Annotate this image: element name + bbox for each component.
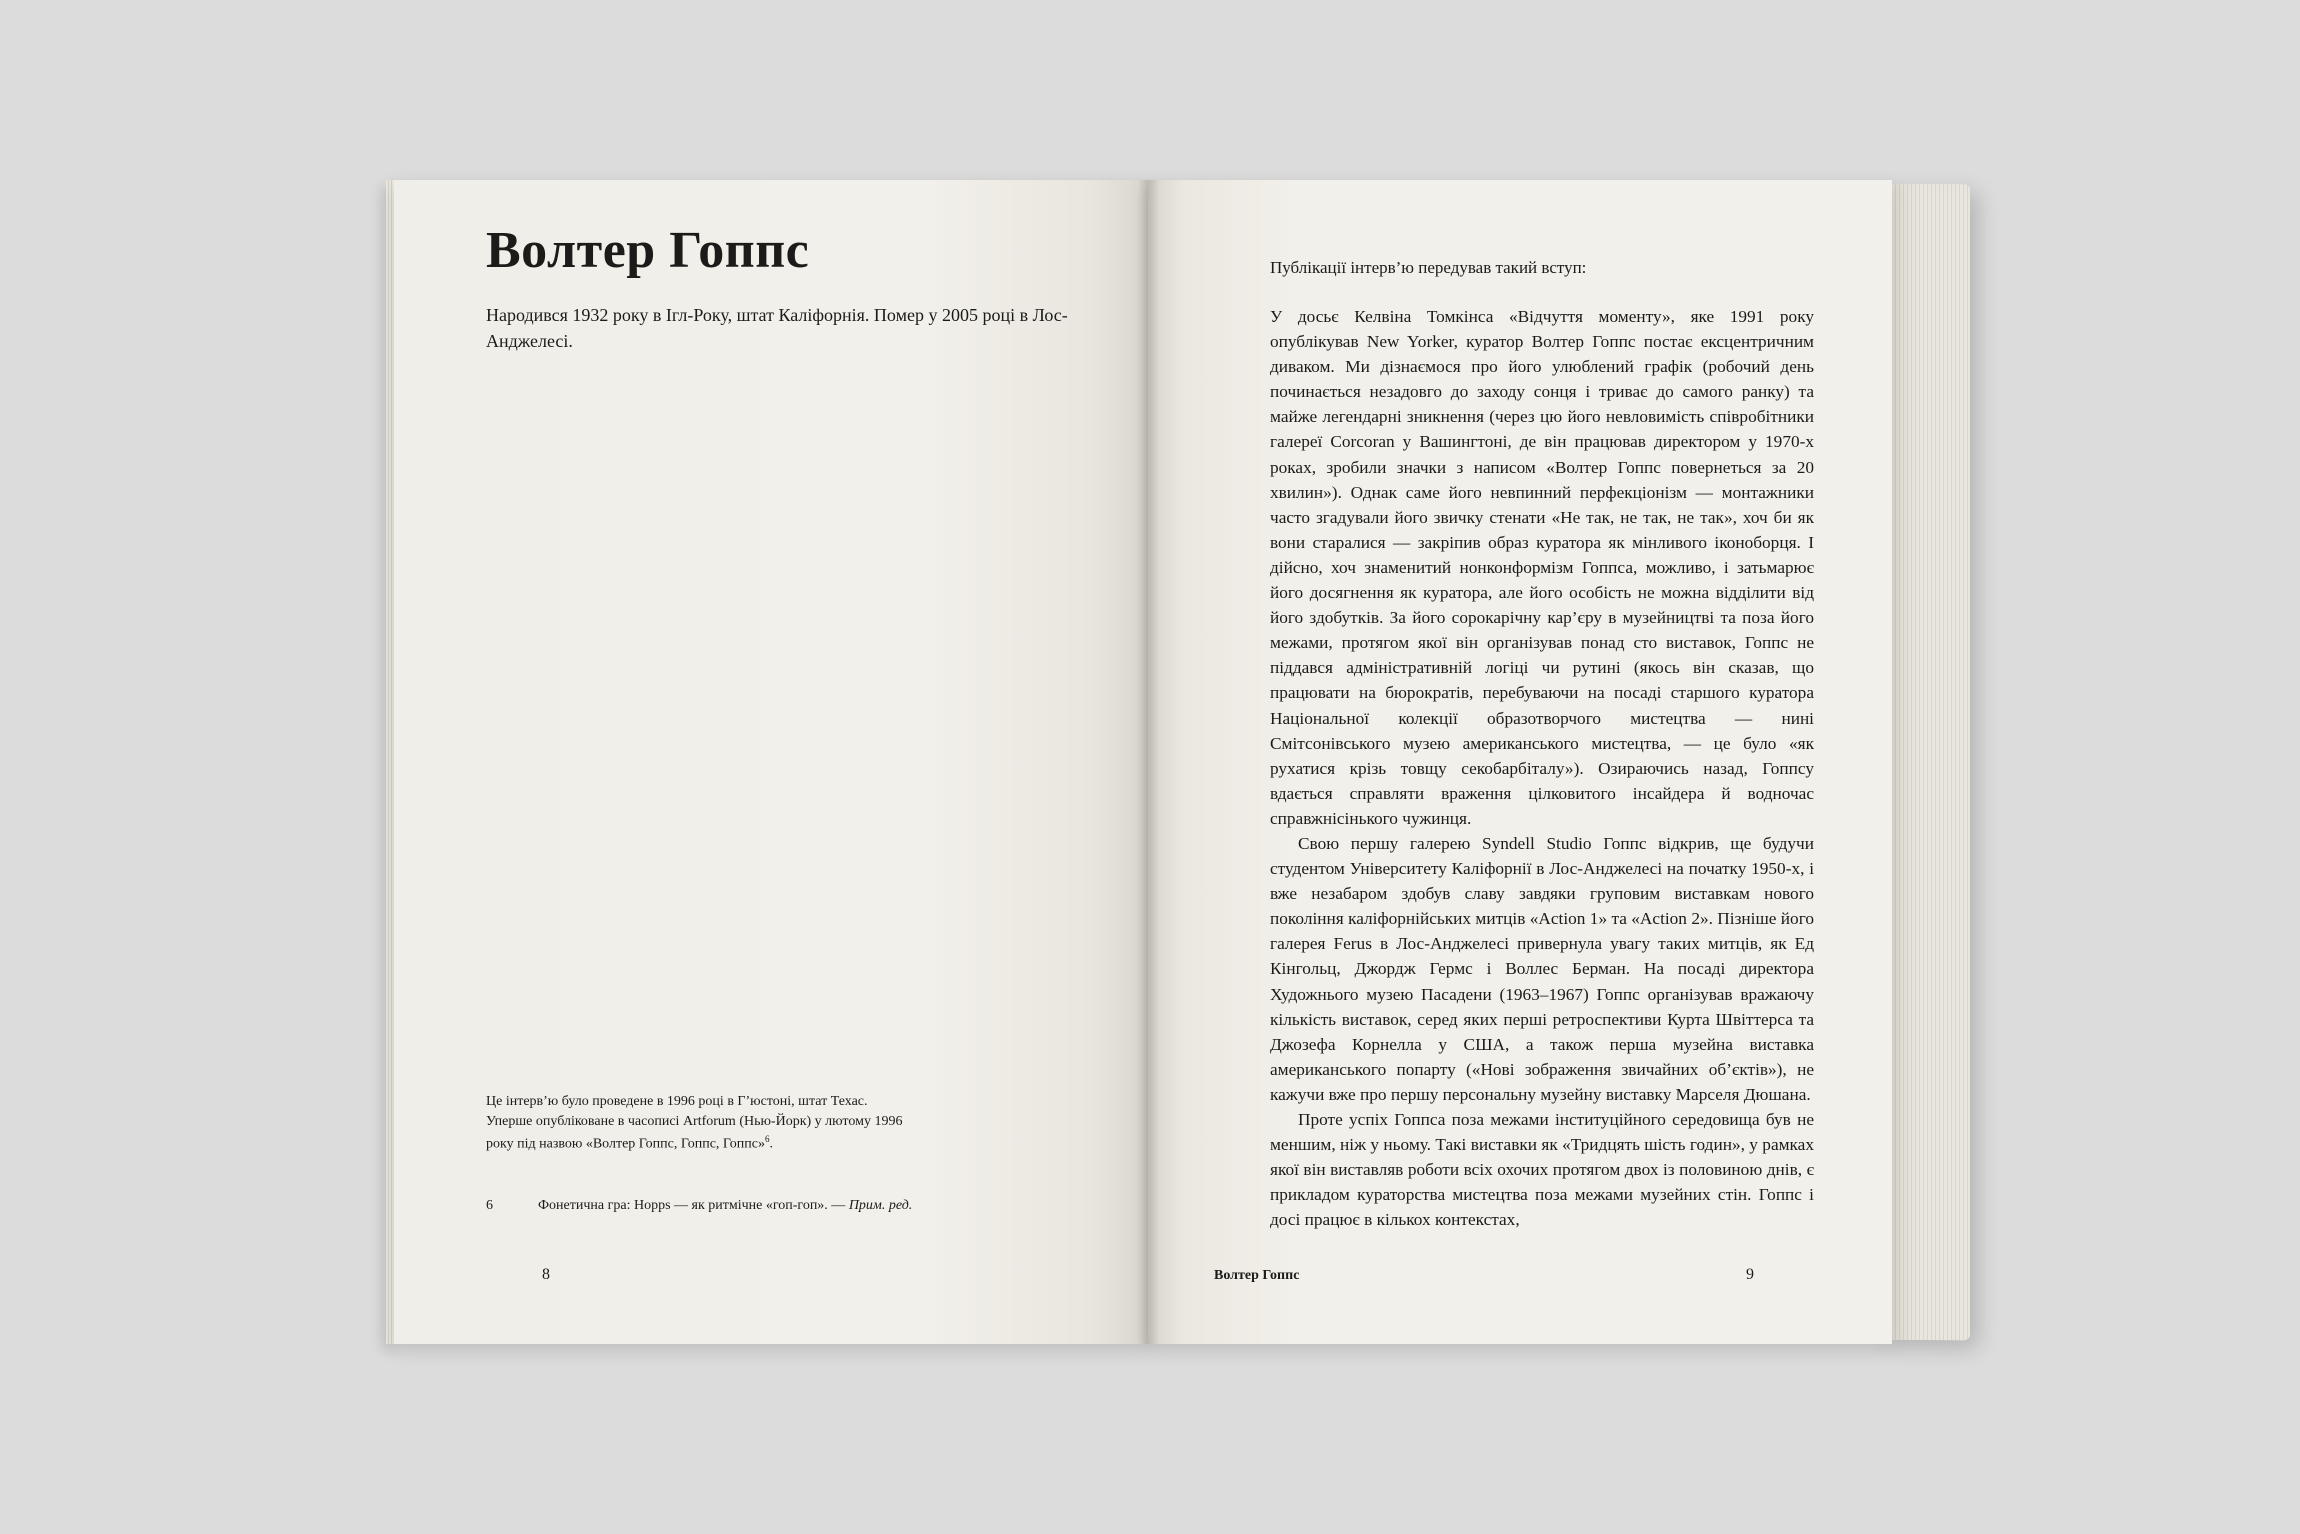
paragraph-2: Свою першу галерею Syndell Studio Гоппс відкрив, ще будучи студентом Університету Каліфорнії в Лос-Анджелесі на початку 1950-х, і вже незабаром здобув славу завдяки груповим виставкам нового покоління каліфорнійських митців «Action 1» та «Action 2». Пізніше його галерея Ferus в Лос-Анджелесі привернула увагу таких митців, як Ед Кінгольц, Джордж Гермс і Воллес Берман. На посаді директора Художнього музею Пасадени (1963–1967) Гоппс організував вражаючу кількість виставок, серед яких перші ретроспективи Курта Швіттерса та Джозефа Корнелла у США, а також перша музейна виставка американського попарту («Нові зображення звичайних об’єктів»), не кажучи вже про першу персональну музейну виставку Марселя Дюшана. xyxy=(1270,833,1814,1104)
intro-lead: Публікації інтерв’ю передував такий вступ: xyxy=(1270,258,1587,277)
right-page-edges xyxy=(1880,184,1970,1340)
page-number-left: 8 xyxy=(542,1266,550,1283)
paragraph-3: Проте успіх Гоппса поза межами інституційного середовища був не меншим, ніж у ньому. Такі виставки як «Тридцять шість годин», у рамках якої він виставляв роботи всіх охочих протягом двох із половиною днів, є прикладом кураторства мистецтва поза межами музейних стін. Гоппс і досі працює в кількох контекстах, xyxy=(1270,1110,1814,1230)
book-gutter xyxy=(1138,180,1160,1344)
interview-note-end: . xyxy=(769,1136,773,1152)
footnote-reference: 6 xyxy=(764,1133,770,1144)
footnote-number: 6 xyxy=(486,1198,493,1213)
footnote-editor-note: Прим. ред. xyxy=(848,1198,913,1213)
body-text xyxy=(1270,304,1814,1232)
page-number-right: 9 xyxy=(1746,1266,1754,1283)
footnote xyxy=(486,1198,912,1214)
left-page xyxy=(394,180,1150,1344)
chapter-title: Волтер Гоппс xyxy=(486,222,810,279)
paragraph-1: У досьє Келвіна Томкінса «Відчуття моменту», яке 1991 року опублікував New Yorker, куратор Волтер Гоппс постає ексцентричним диваком. Ми дізнаємося про його улюблений графік (робочий день починається незадовго до заходу сонця і триває до самого ранку) та майже легендарні зникнення (через цю його невловимість співробітники галереї Corcoran у Вашингтоні, де він працював директором у 1970-х роках, зробили значки з написом «Волтер Гоппс повернеться за 20 хвилин»). Однак саме його невпинний перфекціонізм — монтажники часто згадували його звичку стенати «Не так, не так, не так», хоч би як вони старалися — закріпив образ куратора як мінливого іконоборця. І дійсно, хоч знаменитий нонконформізм Гоппса, можливо, і затьмарює його досягнення як куратора, але його особість не можна відділити від його здобутків. За його сорокарічну кар’єру в музейництві та поза його межами, протягом якої він організував понад сто виставок, Гоппс не піддався адміністративній логіці чи рутині (якось він сказав, що працювати на бюрократів, перебуваючи на посаді старшого куратора Національної колекції образотворчого мистецтва — нині Смітсонівського музею американського мистецтва, — це було «як рухатися крізь товщу секобарбіталу»). Озираючись назад, Гоппсу вдається справляти враження цілковитого інсайдера й водночас справжнісінького чужинця. xyxy=(1270,307,1814,828)
footnote-text: Фонетична гра: Hopps — як ритмічне «гоп-гоп». — xyxy=(538,1198,849,1213)
interview-note-text: Це інтерв’ю було проведене в 1996 році в Г’юстоні, штат Техас. Уперше опубліковане в часописі Artforum (Нью-Йорк) у лютому 1996 року під назвою «Волтер Гоппс, Гоппс, Гоппс» xyxy=(486,1094,903,1152)
interview-note xyxy=(486,1092,906,1155)
author-bio: Народився 1932 року в Ігл-Року, штат Каліфорнія. Помер у 2005 році в Лос-Анджелесі. xyxy=(486,305,1068,352)
running-head: Волтер Гоппс xyxy=(1214,1268,1300,1283)
